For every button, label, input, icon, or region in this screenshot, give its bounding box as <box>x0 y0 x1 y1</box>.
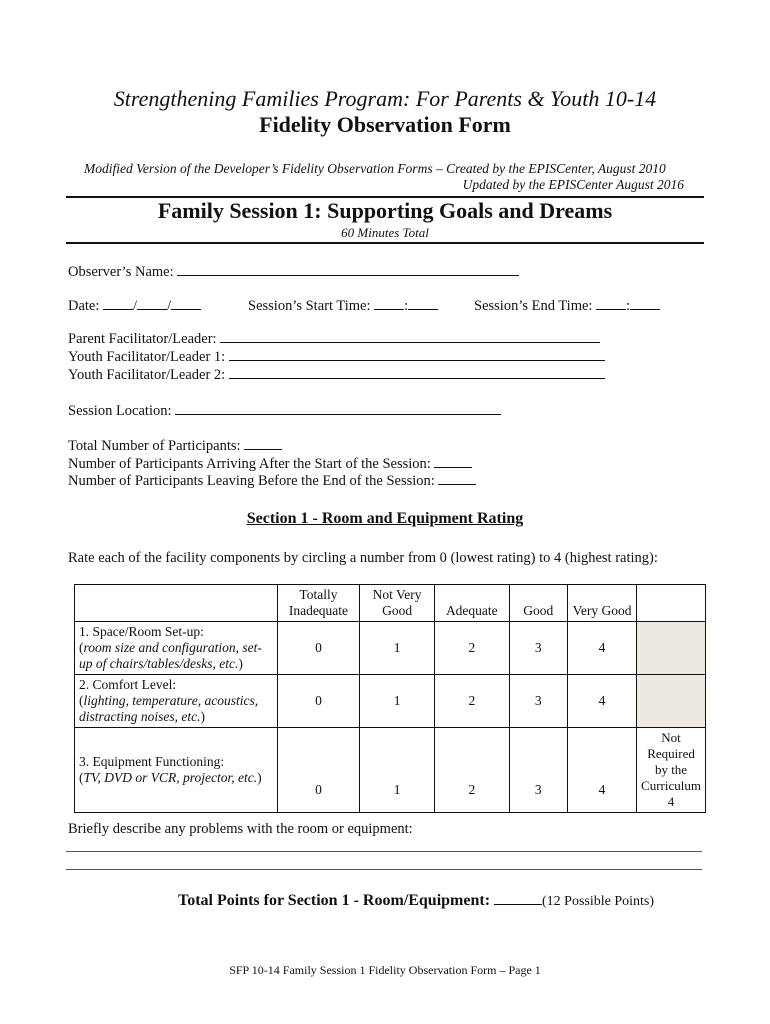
total-participants-blank[interactable] <box>244 435 282 450</box>
row-title: 1. Space/Room Set-up: <box>79 624 204 639</box>
row-title: 2. Comfort Level: <box>79 677 177 692</box>
table-row <box>75 728 706 813</box>
program-title-text: Strengthening Families Program: For Parents & Youth 10-14 <box>113 86 657 111</box>
problems-prompt: Briefly describe any problems with the room or equipment: <box>68 821 413 837</box>
parent-facilitator-blank[interactable] <box>220 328 600 343</box>
start-time-field[interactable]: Session’s Start Time: : <box>248 295 438 315</box>
problems-write-line[interactable] <box>66 869 702 870</box>
form-title <box>0 112 770 138</box>
date-month-blank[interactable] <box>103 295 133 310</box>
possible-points: (12 Possible Points) <box>542 894 655 909</box>
rating-option[interactable]: 3 <box>509 675 568 728</box>
rating-header-row <box>75 585 706 622</box>
observer-name-label: Observer’s Name: <box>68 264 174 280</box>
program-title <box>0 86 770 112</box>
leaving-before-blank[interactable] <box>438 470 476 485</box>
col-header: Not Very Good <box>360 585 435 622</box>
col-header: Good <box>509 585 568 622</box>
extra-header <box>637 585 706 622</box>
table-row <box>75 675 706 728</box>
youth-facilitator-1-field[interactable] <box>68 346 605 366</box>
row-detail: lighting, temperature, acoustics, distracting noises, etc. <box>79 693 259 724</box>
total-label: Total Points for Section 1 - Room/Equipment: <box>178 892 491 909</box>
col-header: Very Good <box>568 585 637 622</box>
arriving-after-label: Number of Participants Arriving After the Start of the Session: <box>68 456 431 472</box>
row-label: 2. Comfort Level: (lighting, temperature, acoustics, distracting noises, etc.) <box>75 675 278 728</box>
leaving-before-field[interactable] <box>68 470 476 490</box>
session-title: Family Session 1: Supporting Goals and Dreams <box>157 198 613 223</box>
start-hour-blank[interactable] <box>374 295 404 310</box>
row-detail: TV, DVD or VCR, projector, etc. <box>83 770 258 785</box>
form-title-text: Fidelity Observation Form <box>259 112 511 137</box>
rating-option[interactable]: 2 <box>435 622 509 675</box>
rating-option[interactable]: 4 <box>568 675 637 728</box>
total-blank[interactable] <box>494 890 542 905</box>
arriving-after-blank[interactable] <box>434 453 472 468</box>
section-1-heading: Section 1 - Room and Equipment Rating <box>246 510 524 527</box>
youth-facilitator-2-field[interactable] <box>68 364 605 384</box>
end-time-label: Session’s End Time: <box>474 298 593 314</box>
col-header: Totally Inadequate <box>277 585 359 622</box>
youth-facilitator-1-label: Youth Facilitator/Leader 1: <box>68 349 226 365</box>
shaded-cell <box>637 622 706 675</box>
not-required-note: Not Required by the Curriculum <box>641 730 701 793</box>
end-time-field[interactable]: Session’s End Time: : <box>474 295 660 315</box>
rating-option[interactable]: 3 <box>509 728 568 813</box>
start-time-label: Session’s Start Time: <box>248 298 371 314</box>
rating-option[interactable]: 1 <box>360 675 435 728</box>
rating-option[interactable]: 0 <box>277 728 359 813</box>
bottom-rule <box>66 242 704 244</box>
observer-name-field[interactable] <box>68 261 519 281</box>
rating-option[interactable]: 4 <box>568 622 637 675</box>
date-label: Date: <box>68 298 100 314</box>
leaving-before-label: Number of Participants Leaving Before the End of the Session: <box>68 473 435 489</box>
parent-facilitator-label: Parent Facilitator/Leader: <box>68 331 217 347</box>
end-hour-blank[interactable] <box>596 295 626 310</box>
start-minute-blank[interactable] <box>408 295 438 310</box>
page-footer: SFP 10-14 Family Session 1 Fidelity Observation Form – Page 1 <box>229 963 541 977</box>
item-header <box>75 585 278 622</box>
modified-note: Modified Version of the Developer’s Fidelity Observation Forms – Created by the EPISCenter, August 2010 <box>84 161 666 176</box>
end-minute-blank[interactable] <box>630 295 660 310</box>
youth-facilitator-1-blank[interactable] <box>229 346 605 361</box>
rating-instructions: Rate each of the facility components by circling a number from 0 (lowest rating) to 4 (highest rating): <box>68 550 658 566</box>
session-location-label: Session Location: <box>68 403 172 419</box>
session-location-field[interactable] <box>68 400 501 420</box>
table-row <box>75 622 706 675</box>
session-location-blank[interactable] <box>175 400 501 415</box>
rating-table <box>74 584 706 813</box>
total-participants-label: Total Number of Participants: <box>68 438 241 454</box>
col-header: Adequate <box>435 585 509 622</box>
rating-option[interactable]: 3 <box>509 622 568 675</box>
session-duration: 60 Minutes Total <box>341 225 429 240</box>
section-1-total[interactable] <box>178 890 654 910</box>
problems-write-line[interactable] <box>66 851 702 852</box>
rating-option[interactable]: 0 <box>277 675 359 728</box>
rating-option[interactable]: 2 <box>435 675 509 728</box>
shaded-cell <box>637 675 706 728</box>
updated-note: Updated by the EPISCenter August 2016 <box>462 177 684 192</box>
not-required-cell <box>637 728 706 813</box>
row-label: 1. Space/Room Set-up: (room size and configuration, set-up of chairs/tables/desks, etc.) <box>75 622 278 675</box>
parent-facilitator-field[interactable] <box>68 328 600 348</box>
youth-facilitator-2-label: Youth Facilitator/Leader 2: <box>68 367 226 383</box>
rating-option[interactable]: 0 <box>277 622 359 675</box>
rating-option[interactable]: 4 <box>568 728 637 813</box>
date-day-blank[interactable] <box>137 295 167 310</box>
youth-facilitator-2-blank[interactable] <box>229 364 605 379</box>
total-participants-field[interactable] <box>68 435 282 455</box>
rating-option[interactable]: 2 <box>435 728 509 813</box>
row-title: 3. Equipment Functioning: <box>79 754 225 769</box>
not-required-value[interactable]: 4 <box>667 794 675 809</box>
rating-option[interactable]: 1 <box>360 622 435 675</box>
row-detail: room size and configuration, set-up of chairs/tables/desks, etc. <box>79 640 262 671</box>
observer-name-blank[interactable] <box>177 261 519 276</box>
row-label: 3. Equipment Functioning: (TV, DVD or VCR, projector, etc.) <box>75 728 278 813</box>
date-field[interactable]: Date: / / <box>68 295 201 315</box>
rating-option[interactable]: 1 <box>360 728 435 813</box>
date-year-blank[interactable] <box>171 295 201 310</box>
